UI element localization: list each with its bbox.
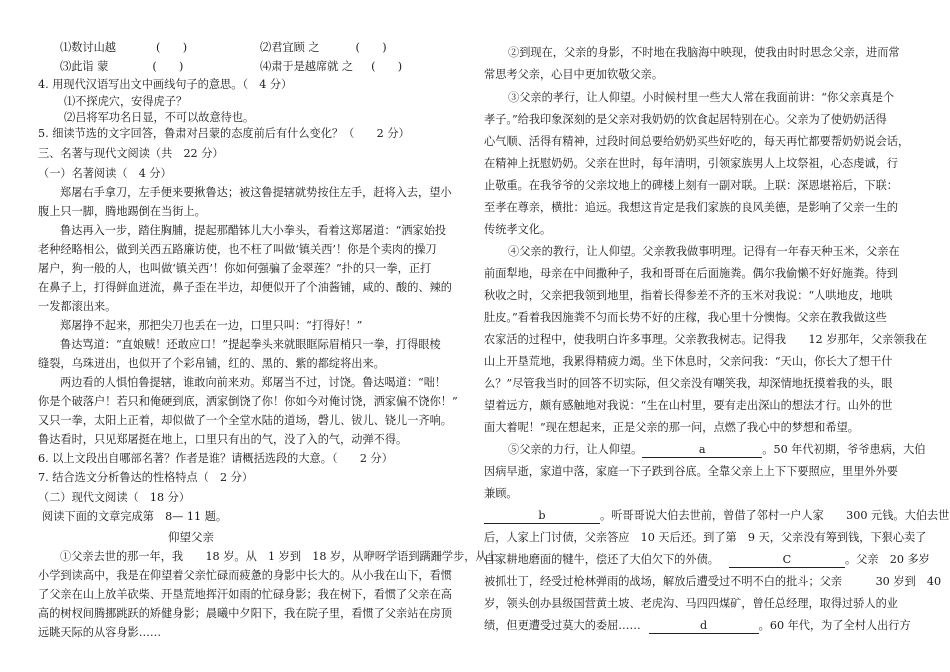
blank-d[interactable]: d: [649, 619, 759, 634]
para3-line: 鲁达骂道：“直娘贼！还敢应口！”提起拳头来就眼眶际眉梢只一拳，打得眼棱: [60, 338, 441, 351]
para3-line: 两边看的人惧怕鲁提辖，谁敢向前来劝。郑屠当不过，讨饶。鲁达喝道：“咄！: [60, 376, 447, 389]
right-para-line: b 。听哥哥说大伯去世前，曾借了邻村一户人家 300 元钱。大伯去世: [484, 509, 949, 524]
right-para-line: 至孝在尊亲，横批：追远。我想这肯定是我们家族的良风美德，是影响了父亲一生的: [484, 201, 898, 214]
right-para-line: 么？”尽管我当时的回答不切实际，但父亲没有嘲笑我，却深情地抚摸着我的头，眼: [484, 377, 893, 390]
para3-line: 鲁达看时，只见郑屠挺在地上，口里只有出的气，没了入的气，动弹不得。: [38, 433, 408, 446]
subsection-1-heading: （一）名著阅读（ 4 分）: [38, 167, 172, 180]
blank-a[interactable]: a: [642, 443, 762, 458]
article-title: 仰望父亲: [168, 530, 214, 544]
right-para-line: 后，人家上门讨债，父亲答应 10 天后还。到了第 9 天，父亲没有筹到钱，下狠心卖了: [484, 531, 927, 544]
para3-line: 你是个破落户！若只和俺硬到底，洒家倒饶了你！你如今对俺讨饶，洒家偏不饶你！”: [38, 395, 458, 408]
right-para-line: 前面犁地，母亲在中间撒种子，我和哥哥在后面施粪。偶尔我偷懒不好好施粪。待到: [484, 267, 898, 280]
right-para-line: 山上开垦荒地，我累得精疲力竭。坐下休息时，父亲问我：“天山，你长大了想干什: [484, 355, 893, 368]
right-para-line: ④父亲的教行，让人仰望。父亲教我做事明理。记得有一年春天种玉米，父亲在: [508, 245, 900, 258]
question-7: 7. 结合选文分析鲁达的性格特点（ 2 分）: [38, 471, 254, 484]
subsection-2-heading: （二）现代文阅读（ 18 分）: [38, 491, 191, 504]
q3-item-4: ⑷肃于是越席就 之 ( ): [260, 60, 403, 73]
para2-line: 在鼻子上，打得鲜血迸流，鼻子歪在半边，却便似开了个油酱铺，咸的、酸的、辣的: [38, 281, 452, 294]
para4-line: 高的树杈间腾挪跳跃的矫健身影；晨曦中夕阳下，我在院子里，看惯了父亲站在房顶: [38, 607, 452, 620]
para2-line: 鲁达再入一步，踏住胸脯，提起那醋钵儿大小拳头，看着这郑屠道：“洒家始投: [60, 224, 447, 237]
para4-line: ①父亲去世的那一年，我 18 岁。从 1 岁到 18 岁，从咿呀学语到蹒跚学步，从上: [60, 550, 498, 563]
right-para-line: 绩，但更遭受过莫大的委屈…… d 。60 年代，为了全村人出行方: [484, 619, 911, 632]
right-para-line: 止敬重。在我爷爷的父亲坟地上的碑楼上刻有一副对联。上联：深恩堪裕后，下联：: [484, 179, 898, 192]
para2-line: 老种经略相公，做到关西五路廉访使，也不枉了叫做‘镇关西’！你是个卖肉的操刀: [38, 243, 437, 256]
right-para-line: ⑤父亲的力行，让人仰望。 a 。50 年代初期，爷爷患病，大伯: [508, 443, 926, 456]
q3-item-3: ⑶此诣 蒙 ( ): [60, 60, 184, 73]
right-para-line: 秋收之时，父亲把我领到地里，指着长得参差不齐的玉米对我说：“人哄地皮，地哄: [484, 289, 893, 302]
right-para-line: 传统孝文化。: [484, 223, 552, 236]
para2-line: 一发都滚出来。: [38, 300, 117, 313]
right-para-line: 心气顺、活得有精神，过段时间总要给奶奶买些好吃的，每天再忙都要帮奶奶说会话，: [484, 135, 910, 148]
para1-line: 郑屠右手拿刀，左手便来要揪鲁达；被这鲁提辖就势按住左手，赶将入去，望小: [60, 186, 452, 199]
blank-c[interactable]: C: [729, 553, 845, 568]
q3-item-2: ⑵君宜顾 之 ( ): [260, 41, 387, 54]
para2-line: 屠户，狗一般的人，也叫做‘镇关西’！你如何强骗了金翠莲？”扑的只一拳，正打: [38, 262, 432, 275]
right-para-line: ③父亲的孝行，让人仰望。小时候村里一些大人常在我面前讲：“你父亲真是个: [508, 91, 895, 104]
right-para-line: 兼顾。: [484, 487, 518, 500]
para1-line: 腹上只一脚，腾地踢倒在当街上。: [38, 205, 206, 218]
question-5: 5. 细读节选的文字回答，鲁肃对吕蒙的态度前后有什么变化？（ 2 分）: [38, 127, 410, 140]
para3-line: 又只一拳，太阳上正着，却似做了一个全堂水陆的道场，磬儿、钹儿、铙儿一齐响。: [38, 414, 452, 427]
right-para-line: ②到现在，父亲的身影，不时地在我脑海中映现，使我由时时思念父亲，进而常: [508, 46, 900, 59]
q3-item-1: ⑴数讨山越 ( ): [60, 41, 188, 54]
right-para-line: 自家耕地磨面的犍牛，偿还了大伯欠下的外债。 C 。父亲 20 多岁: [484, 553, 930, 566]
question-4-sentence-2: ⑵吕将军功名日显，不可以故意待也。: [64, 111, 255, 124]
right-para-line: 岁，领头创办县级国营黄土坡、老虎沟、马四四煤矿，曾任总经理，取得过骄人的业: [484, 597, 898, 610]
para3-line: 郑屠挣不起来，那把尖刀也丢在一边，口里只叫：“打得好！”: [60, 319, 363, 332]
para4-line: 了父亲在山上放羊砍柴、开垦荒地挥汗如雨的忙碌身影；我在树下，看惯了父亲在高: [38, 588, 452, 601]
right-para-line: 在精神上抚慰奶奶。父亲在世时，每年清明，引领家族男人上坟祭祖，心态虔诚，行: [484, 157, 898, 170]
right-para-line: 肚皮。”看着我因施粪不匀而长势不好的庄稼，我心里十分懊悔。父亲在教我做这些: [484, 311, 887, 324]
para3-line: 缝裂，乌珠迸出，也似开了个彩帛铺，红的、黑的、紫的都绽将出来。: [38, 357, 385, 370]
right-para-line: 孝子。”给我印象深刻的是父亲对我奶奶的饮食起居特别在心。父亲为了使奶奶活得: [484, 113, 887, 126]
right-para-line: 常思考父亲，心目中更加钦敬父亲。: [484, 68, 664, 81]
question-4: 4. 用现代汉语写出文中画线句子的意思。（ 4 分）: [38, 78, 293, 91]
para4-line: 远眺天际的从容身影……: [38, 626, 162, 639]
right-para-line: 因病早逝，家道中落，家庭一下子跌到谷底。全靠父亲上上下下要照应，里里外外要: [484, 465, 898, 478]
blank-b[interactable]: b: [484, 509, 600, 524]
right-para-line: 望着远方，颇有感触地对我说：“生在山村里，要有走出深山的想法才行。山外的世: [484, 399, 893, 412]
right-para-line: 面大着呢！”现在想起来，正是父亲的那一问，点燃了我心中的梦想和希望。: [484, 421, 859, 434]
question-6: 6. 以上文段出自哪部名著？作者是谁？请概括选段的大意。（ 2 分）: [38, 452, 393, 465]
section-3-heading: 三、名著与现代文阅读（共 22 分）: [38, 147, 224, 160]
right-para-line: 被抓壮丁，经受过枪林弹雨的战场，解放后遭受过不明不白的批斗；父亲 30 岁到 40: [484, 575, 942, 588]
right-para-line: 农家活的过程中，使我明白许多事理。父亲教我树志。记得我 12 岁那年，父亲领我在: [484, 333, 927, 346]
para4-line: 小学到读高中，我是在仰望着父亲忙碌而疲惫的身影中长大的。从小我在山下，看惯: [38, 569, 452, 582]
question-4-sentence-1: ⑴不探虎穴，安得虎子？: [64, 95, 188, 108]
reading-instruction: 阅读下面的文章完成第 8— 11 题。: [42, 510, 228, 523]
